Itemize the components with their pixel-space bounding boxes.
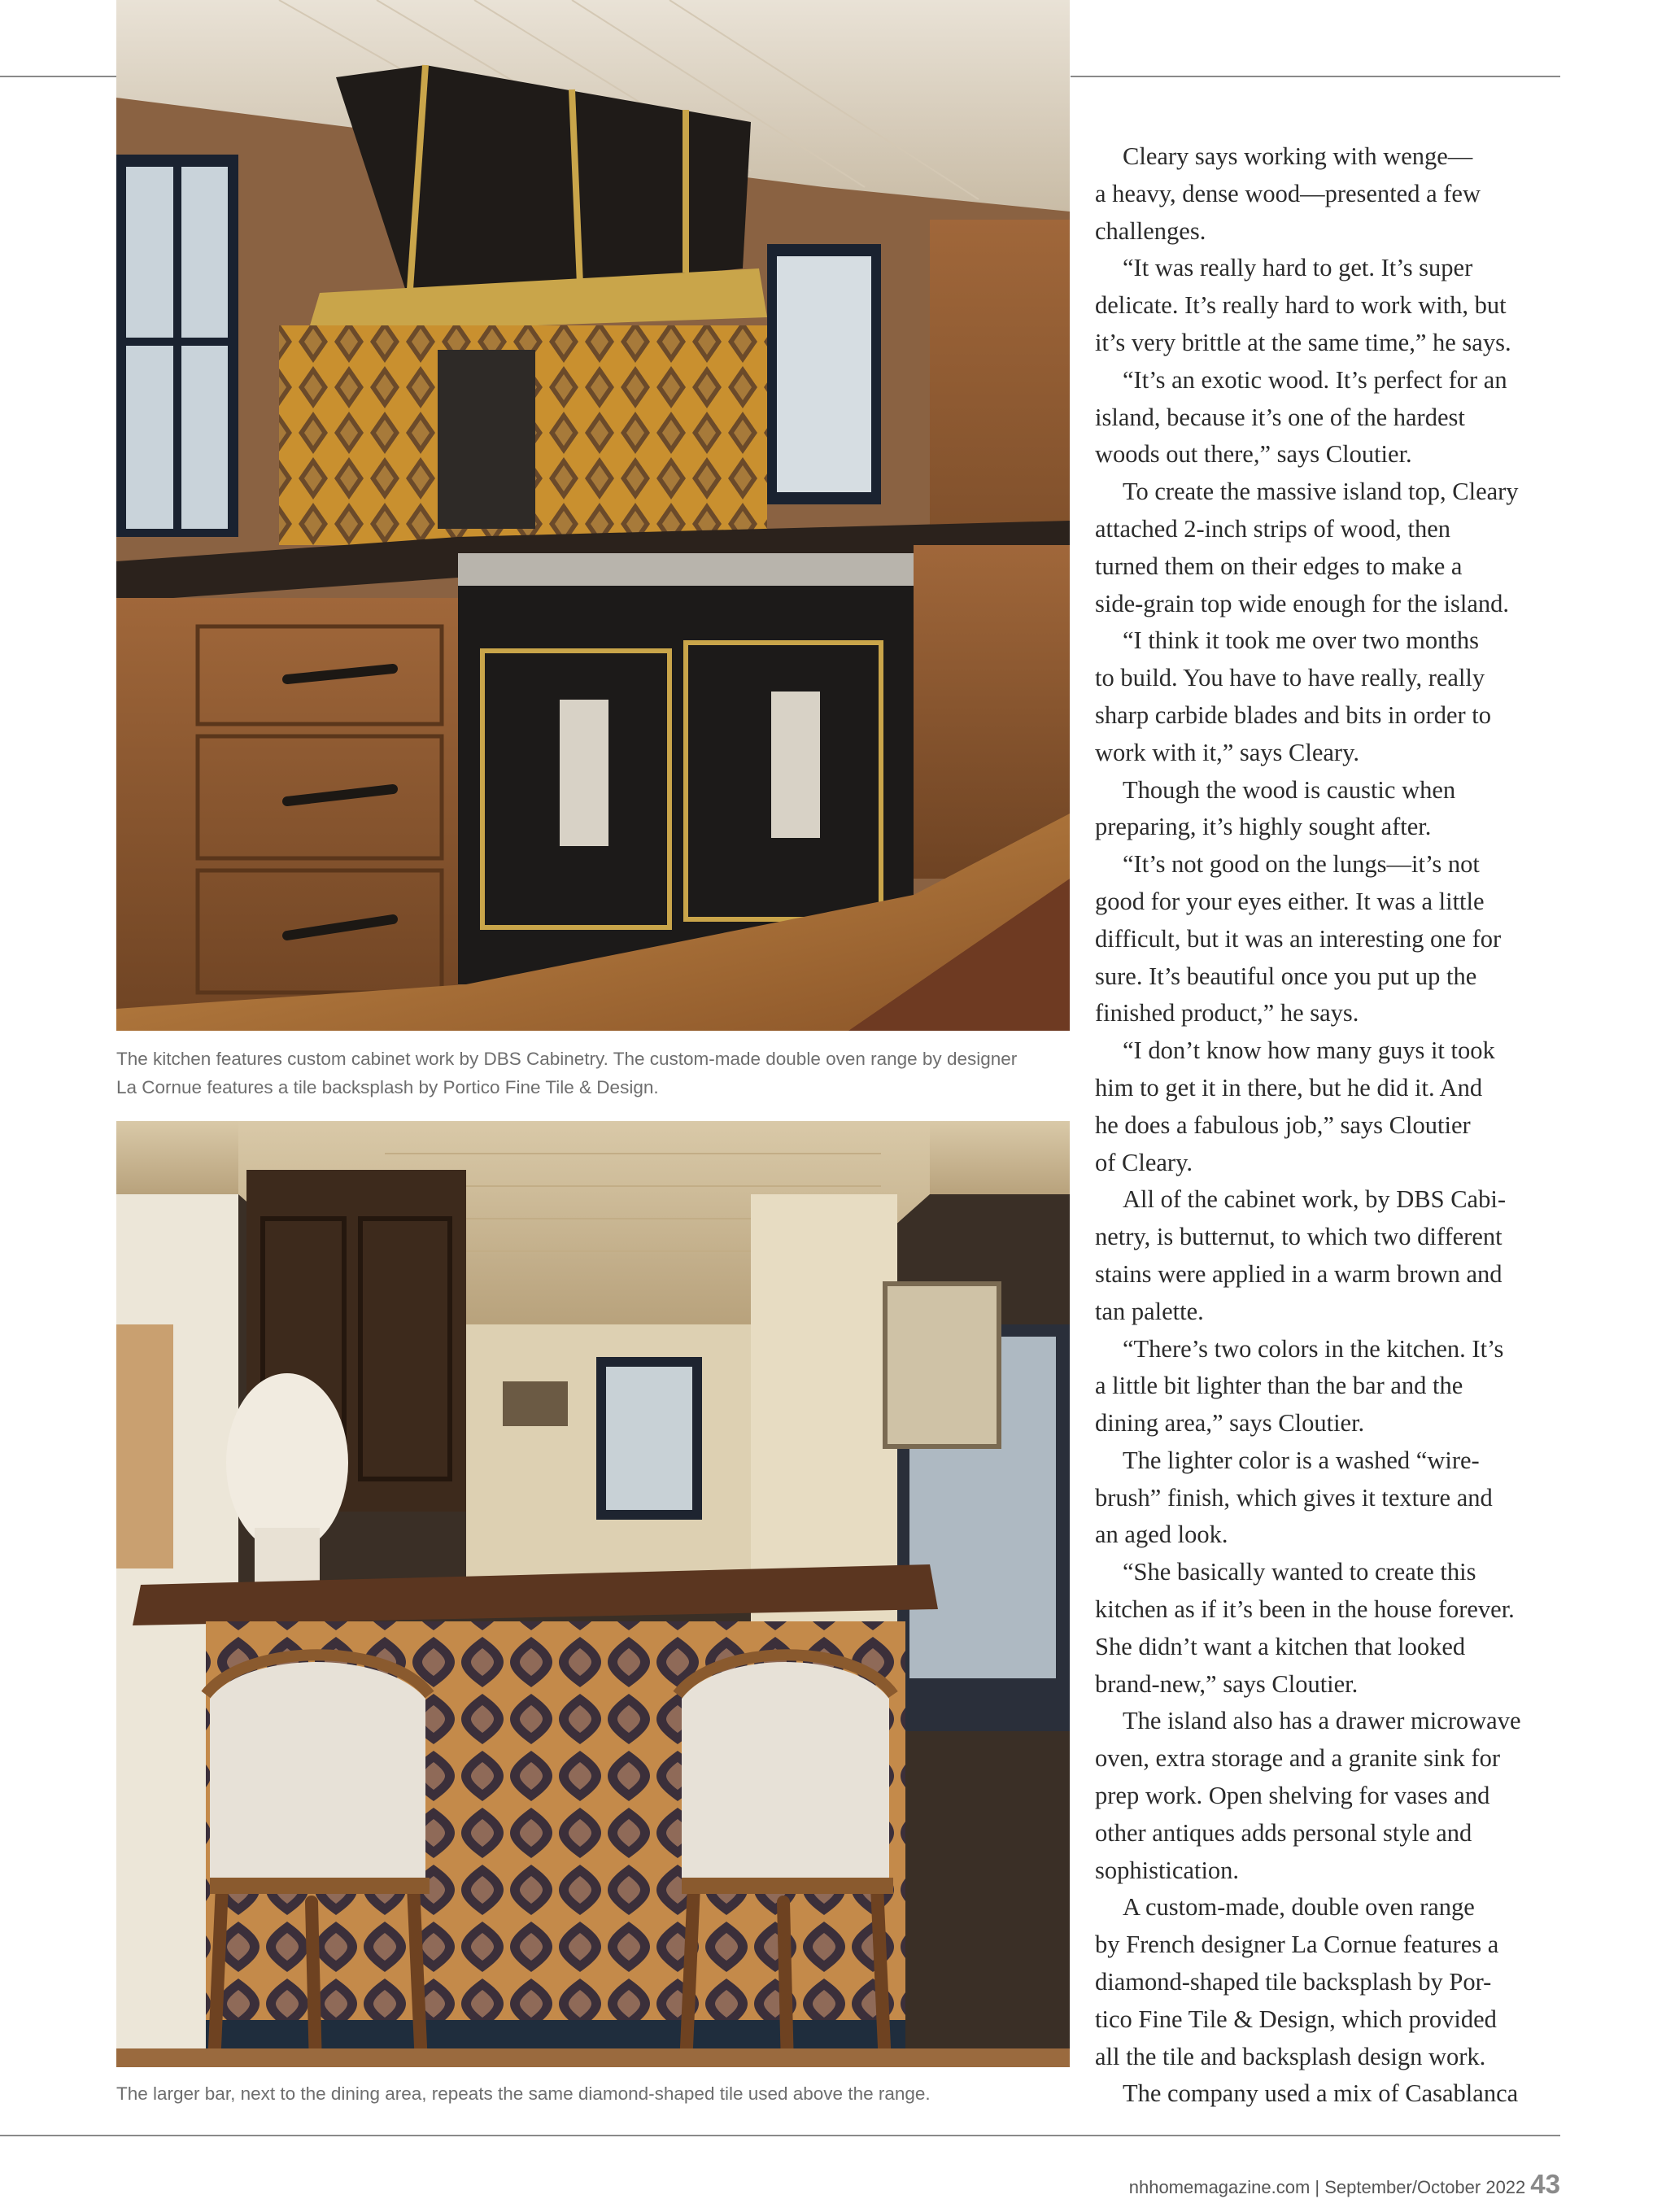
text-line: island, because it’s one of the hardest	[1095, 403, 1465, 431]
text-line: other antiques adds personal style and	[1095, 1818, 1472, 1847]
text-line: stains were applied in a warm brown and	[1095, 1259, 1503, 1288]
paragraph	[1095, 1442, 1583, 1554]
text-line: finished product,” he says.	[1095, 999, 1359, 1027]
paragraph	[1095, 138, 1583, 250]
text-line: “It’s not good on the lungs—it’s not	[1123, 850, 1480, 879]
text-line: diamond-shaped tile backsplash by Por-	[1095, 1968, 1492, 1996]
paragraph	[1095, 250, 1583, 361]
text-line: prep work. Open shelving for vases and	[1095, 1782, 1490, 1810]
text-line: by French designer La Cornue features a	[1095, 1931, 1499, 1959]
text-line: attached 2-inch strips of wood, then	[1095, 514, 1451, 543]
kitchen-range-photo	[116, 0, 1070, 1031]
paragraph	[1095, 772, 1583, 847]
text-line: The lighter color is a washed “wire-	[1123, 1446, 1480, 1474]
text-line: “I think it took me over two months	[1123, 626, 1479, 655]
kitchen-range-illustration	[116, 0, 1070, 1031]
text-line: to build. You have to have really, really	[1095, 664, 1485, 692]
text-line: The island also has a drawer microwave	[1123, 1707, 1521, 1735]
text-line: “It was really hard to get. It’s super	[1123, 254, 1473, 282]
kitchen-photo-caption	[116, 1045, 1070, 1102]
paragraph	[1095, 473, 1583, 622]
paragraph	[1095, 622, 1583, 771]
page-number: 43	[1530, 2169, 1560, 2199]
text-line: The company used a mix of Casablanca	[1123, 2079, 1519, 2108]
paragraph	[1095, 1554, 1583, 1703]
text-line: tan palette.	[1095, 1297, 1204, 1325]
text-line: A custom-made, double oven range	[1123, 1893, 1475, 1922]
caption-line: La Cornue features a tile backsplash by Portico Fine Tile & Design.	[116, 1077, 659, 1097]
text-line: woods out there,” says Cloutier.	[1095, 440, 1412, 469]
caption-line: The kitchen features custom cabinet work by DBS Cabinetry. The custom-made double oven range by designer	[116, 1049, 1018, 1069]
text-line: challenges.	[1095, 216, 1206, 245]
text-line: oven, extra storage and a granite sink for	[1095, 1744, 1500, 1773]
text-line: “There’s two colors in the kitchen. It’s	[1123, 1334, 1504, 1363]
text-line: brand-new,” says Cloutier.	[1095, 1669, 1359, 1698]
text-line: sure. It’s beautiful once you put up the	[1095, 962, 1477, 990]
text-line: She didn’t want a kitchen that looked	[1095, 1632, 1466, 1660]
paragraph	[1095, 1032, 1583, 1181]
text-line: “She basically wanted to create this	[1123, 1558, 1476, 1586]
text-line: netry, is butternut, to which two different	[1095, 1223, 1503, 1251]
paragraph	[1095, 1703, 1583, 1889]
text-line: him to get it in there, but he did it. And	[1095, 1073, 1483, 1102]
text-line: brush” finish, which gives it texture and	[1095, 1483, 1493, 1512]
text-line: delicate. It’s really hard to work with, but	[1095, 291, 1507, 320]
paragraph	[1095, 846, 1583, 1032]
text-line: a heavy, dense wood—presented a few	[1095, 179, 1481, 207]
text-line: it’s very brittle at the same time,” he says.	[1095, 328, 1511, 356]
text-line: To create the massive island top, Cleary	[1123, 478, 1519, 506]
paragraph	[1095, 362, 1583, 473]
bar-illustration	[116, 1121, 1070, 2067]
text-line: “It’s an exotic wood. It’s perfect for an	[1123, 365, 1507, 394]
text-line: preparing, it’s highly sought after.	[1095, 813, 1432, 841]
bottom-rule	[0, 2135, 1560, 2136]
text-line: “I don’t know how many guys it took	[1123, 1036, 1495, 1065]
bar-photo	[116, 1121, 1070, 2067]
text-line: of Cleary.	[1095, 1148, 1193, 1176]
text-line: Cleary says working with wenge—	[1123, 142, 1473, 170]
text-line: tico Fine Tile & Design, which provided	[1095, 2005, 1497, 2033]
publication-and-date: nhhomemagazine.com | September/October 2022	[1128, 2177, 1526, 2197]
text-line: he does a fabulous job,” says Cloutier	[1095, 1110, 1471, 1139]
text-line: work with it,” says Cleary.	[1095, 738, 1359, 766]
paragraph	[1095, 1889, 1583, 2075]
bar-photo-caption: The larger bar, next to the dining area, repeats the same diamond-shaped tile used above the range.	[116, 2083, 931, 2104]
paragraph	[1095, 1181, 1583, 1330]
text-line: all the tile and backsplash design work.	[1095, 2042, 1486, 2070]
text-line: sophistication.	[1095, 1856, 1240, 1884]
article-body	[1095, 138, 1583, 2113]
text-line: dining area,” says Cloutier.	[1095, 1409, 1365, 1438]
text-line: sharp carbide blades and bits in order to	[1095, 700, 1492, 729]
text-line: Though the wood is caustic when	[1123, 775, 1456, 804]
text-line: kitchen as if it’s been in the house forever.	[1095, 1595, 1515, 1624]
page-footer	[1129, 2169, 1560, 2200]
top-rule-left	[0, 76, 118, 77]
text-line: an aged look.	[1095, 1520, 1228, 1549]
text-line: turned them on their edges to make a	[1095, 552, 1463, 580]
paragraph	[1095, 1331, 1583, 1442]
text-line: difficult, but it was an interesting one for	[1095, 924, 1502, 953]
text-line: good for your eyes either. It was a little	[1095, 887, 1485, 915]
paragraph	[1095, 2075, 1583, 2113]
top-rule-right	[1071, 76, 1560, 77]
text-line: a little bit lighter than the bar and the	[1095, 1372, 1463, 1400]
text-line: All of the cabinet work, by DBS Cabi-	[1123, 1185, 1506, 1214]
text-line: side-grain top wide enough for the island.	[1095, 589, 1510, 617]
